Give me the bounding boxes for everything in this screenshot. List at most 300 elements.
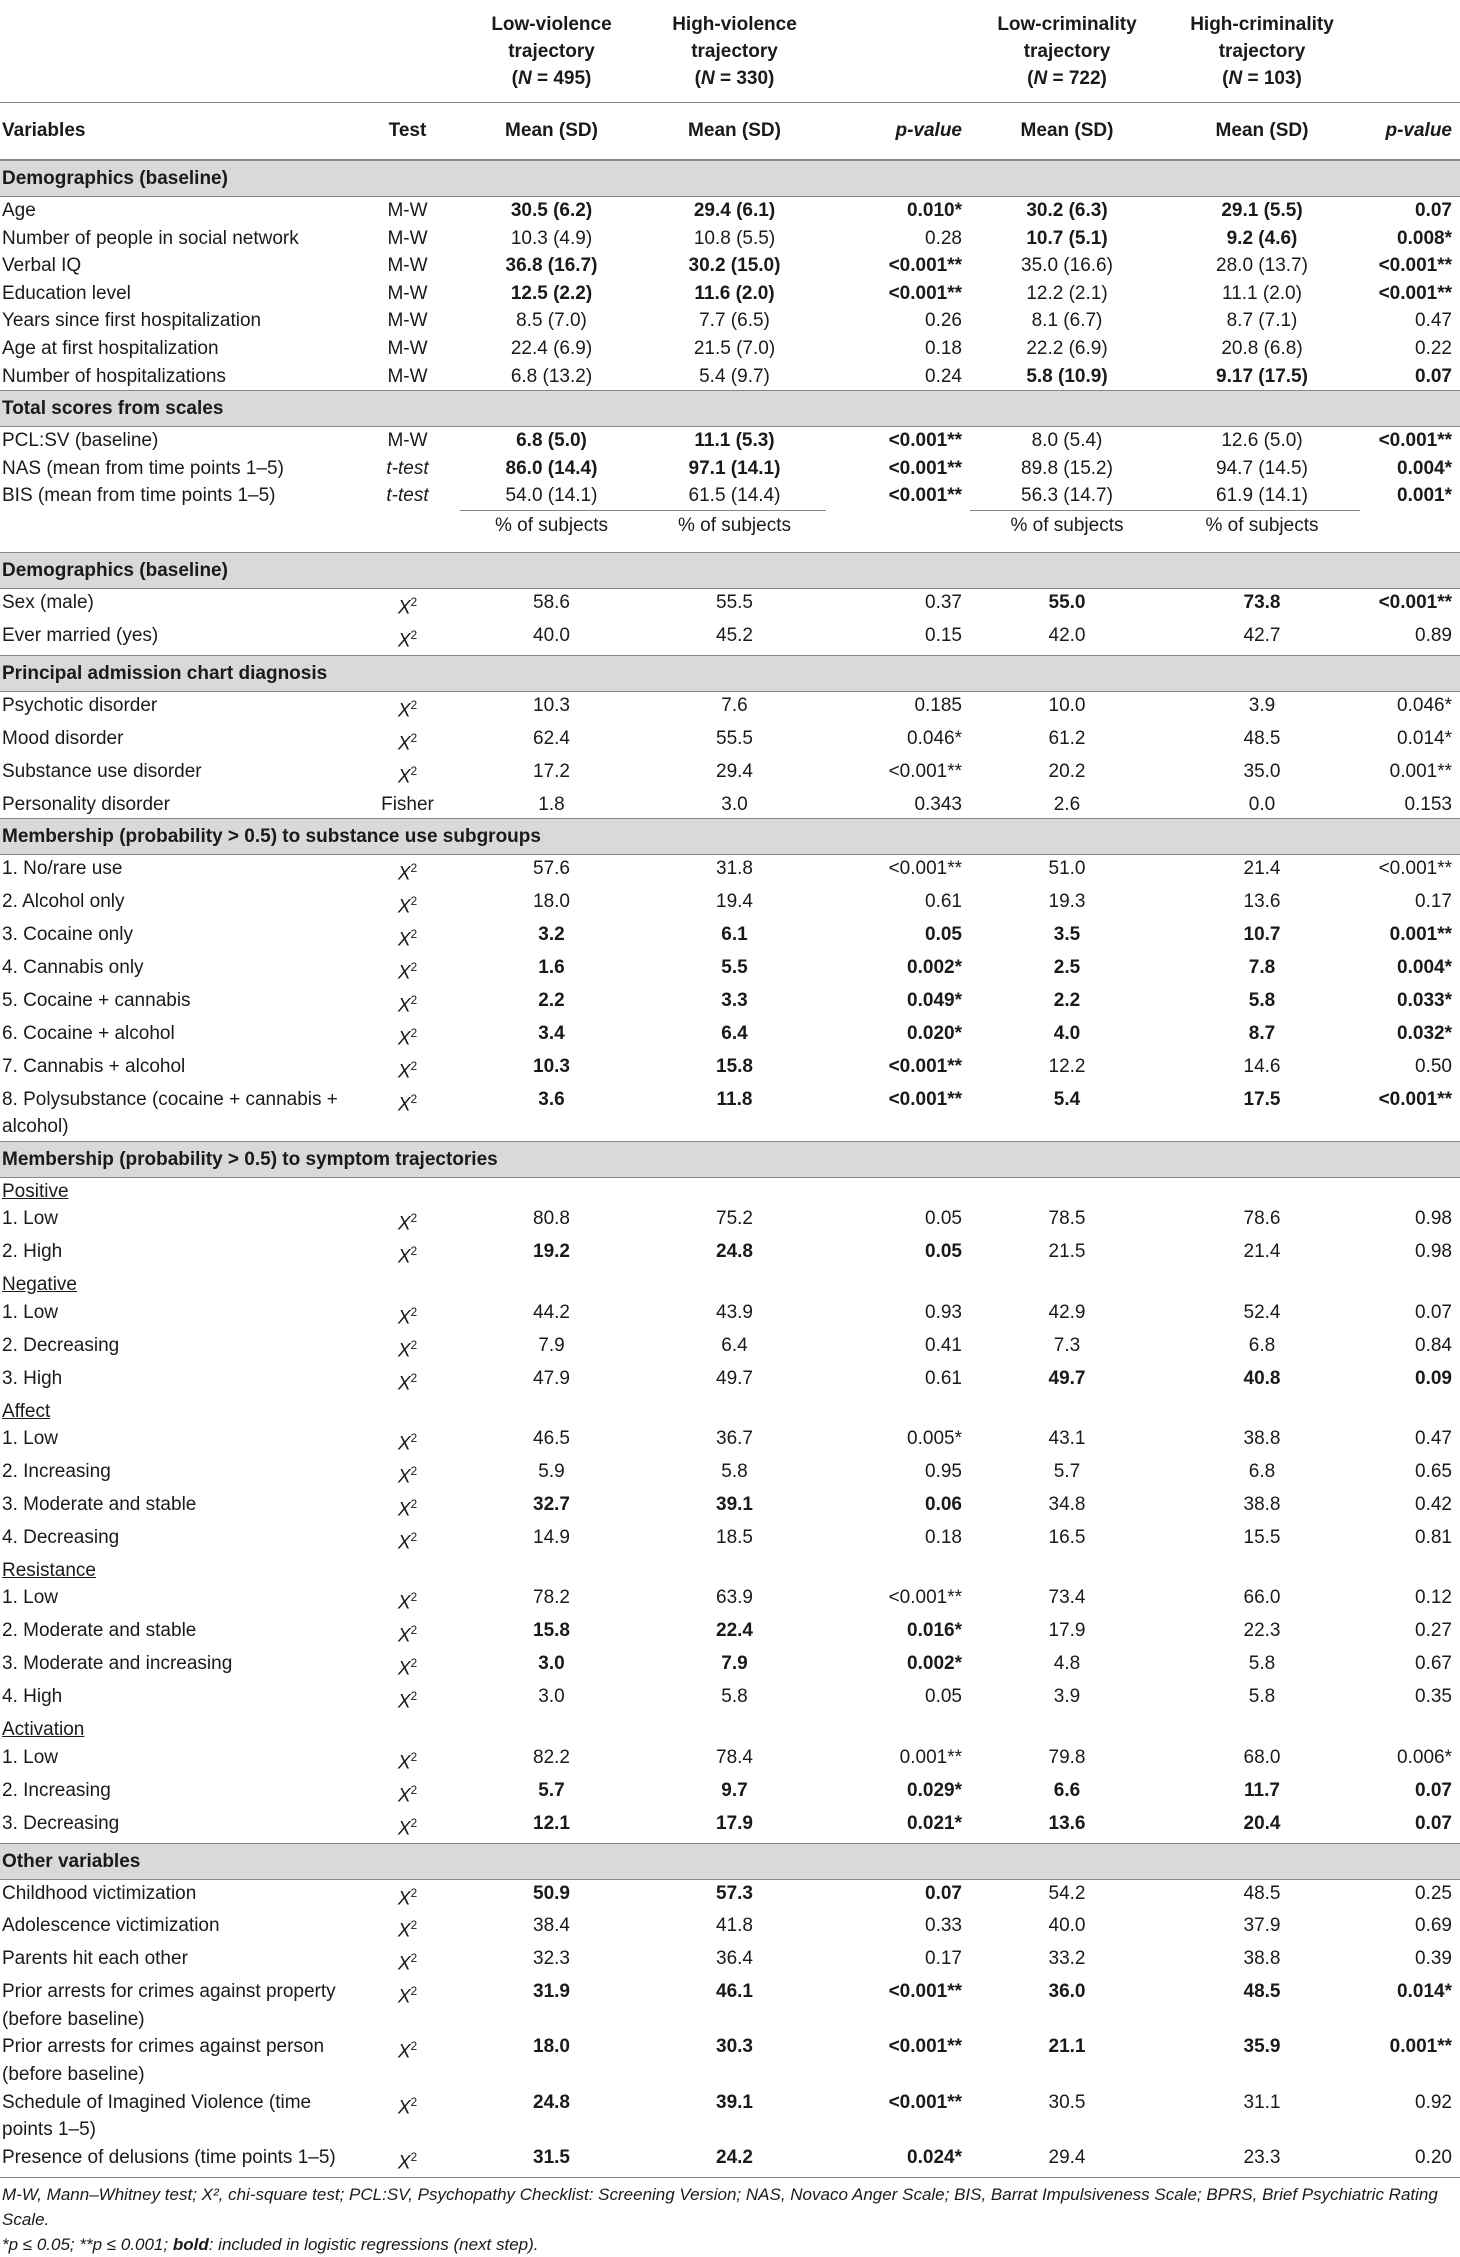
p-value-cell: <0.001** [1378, 1088, 1452, 1110]
value-cell: 52.4 [1243, 1301, 1281, 1323]
test-name: $X^2$ [397, 1984, 418, 2008]
group-header-high-violence: High-violence trajectory (N = 330) [672, 14, 797, 89]
p-value-cell: 0.021* [907, 1812, 962, 1834]
value-cell: 31.9 [533, 1981, 570, 2003]
variable-name: 8. Polysubstance (cocaine + cannabis + alcohol) [2, 1088, 338, 1138]
p-value-cell: 0.07 [1415, 1779, 1452, 1801]
value-cell: 37.9 [1243, 1915, 1281, 1937]
p-value-cell: <0.001** [1378, 282, 1452, 304]
table-row [0, 1332, 1460, 1365]
blank-cell [826, 510, 970, 552]
variable-name: 2. High [2, 1241, 63, 1263]
value-cell: 2.2 [1053, 989, 1081, 1011]
value-cell: 5.8 [721, 1686, 748, 1708]
value-cell: 46.1 [716, 1981, 753, 2003]
p-value-cell: 0.046* [1397, 694, 1452, 716]
col-p-value: p-value [826, 103, 970, 161]
test-name: $X^2$ [397, 1244, 418, 1268]
p-value-cell: 0.07 [1415, 1301, 1452, 1323]
section-title: Membership (probability > 0.5) to substance use subgroups [0, 819, 1460, 855]
table-row [0, 1945, 1460, 1978]
variable-name: Age [2, 200, 36, 221]
p-value-cell: 0.92 [1415, 2091, 1452, 2113]
value-cell: 38.8 [1243, 1494, 1281, 1516]
value-cell: 55.5 [716, 591, 753, 613]
test-name: $X^2$ [397, 1918, 418, 1942]
value-cell: 34.8 [1048, 1494, 1086, 1516]
value-cell: 82.2 [533, 1746, 570, 1768]
p-value-cell: 0.25 [1415, 1882, 1452, 1904]
p-value-cell: 0.07 [925, 1882, 962, 1904]
p-value-cell: <0.001** [1378, 591, 1452, 613]
p-value-cell: <0.001** [888, 485, 962, 507]
value-cell: 21.4 [1243, 858, 1281, 880]
group-header-row [0, 0, 1460, 103]
table-row [0, 2089, 1460, 2144]
p-value-cell: 0.22 [1415, 337, 1452, 359]
col-mean-sd: Mean (SD) [460, 103, 643, 161]
test-name: $X^2$ [397, 2039, 418, 2063]
table-row [0, 758, 1460, 791]
value-cell: 6.8 (5.0) [516, 430, 587, 452]
value-cell: 6.6 [1053, 1779, 1081, 1801]
pct-subjects-label: % of subjects [460, 510, 643, 552]
p-value-cell: 0.15 [925, 624, 962, 646]
table-row [0, 307, 1460, 335]
section-header [0, 552, 1460, 588]
value-cell: 7.9 [538, 1334, 565, 1356]
test-name: $X^2$ [397, 1497, 418, 1521]
blank-header [0, 0, 355, 103]
p-value-cell: 0.032* [1397, 1022, 1452, 1044]
value-cell: 43.1 [1048, 1428, 1086, 1450]
p-value-cell: 0.016* [907, 1620, 962, 1642]
variable-name: 1. Low [2, 1587, 58, 1609]
value-cell: 0.0 [1248, 793, 1276, 815]
p-value-cell: 0.001** [1389, 760, 1452, 782]
value-cell: 89.8 (15.2) [1021, 457, 1113, 479]
variable-name: 3. High [2, 1367, 63, 1389]
value-cell: 14.6 [1243, 1055, 1281, 1077]
p-value-cell: 0.26 [925, 310, 962, 332]
test-name: $X^2$ [397, 926, 418, 951]
value-cell: 21.4 [1243, 1241, 1281, 1263]
section-title: Total scores from scales [0, 391, 1460, 427]
p-value-cell: 0.010* [907, 200, 962, 221]
variable-name: Prior arrests for crimes against person (before baseline) [2, 2036, 325, 2086]
variable-name: Mood disorder [2, 727, 124, 749]
value-cell: 18.5 [716, 1526, 753, 1548]
value-cell: 5.8 (10.9) [1026, 365, 1108, 387]
variable-name: Prior arrests for crimes against property (before baseline) [2, 1981, 336, 2030]
section-title: Membership (probability > 0.5) to symptom trajectories [0, 1141, 1460, 1177]
table-row [0, 197, 1460, 225]
value-cell: 19.2 [533, 1241, 570, 1263]
p-value-cell: 0.001** [1389, 2036, 1452, 2058]
table-row [0, 725, 1460, 758]
section-header [0, 655, 1460, 691]
value-cell: 20.8 (6.8) [1221, 337, 1303, 359]
test-name: $X^2$ [397, 1689, 418, 1713]
value-cell: 19.3 [1048, 891, 1086, 913]
p-value-cell: <0.001** [888, 858, 962, 880]
section-header [0, 160, 1460, 197]
test-name: $X^2$ [397, 959, 418, 984]
p-value-cell: 0.47 [1415, 310, 1452, 332]
p-value-cell: 0.61 [925, 891, 962, 913]
value-cell: 63.9 [716, 1587, 753, 1609]
footnote-abbreviations: M-W, Mann–Whitney test; X², chi-square test; PCL:SV, Psychopathy Checklist: Screening Version; NAS, Novaco Anger Scale; BIS, Barrat Impulsiveness Scale; BPRS, Brief Psychiatric Rating Scale. [0, 2177, 1460, 2232]
test-name: $X^2$ [397, 730, 418, 755]
p-value-cell: 0.09 [1415, 1367, 1452, 1389]
subgroup-label: Positive [2, 1180, 69, 1202]
value-cell: 36.7 [716, 1428, 753, 1450]
value-cell: 14.9 [533, 1526, 570, 1548]
p-value-cell: 0.81 [1415, 1526, 1452, 1548]
value-cell: 6.1 [721, 923, 748, 945]
value-cell: 86.0 (14.4) [505, 457, 598, 479]
value-cell: 30.3 [716, 2036, 753, 2058]
value-cell: 21.1 [1048, 2036, 1086, 2058]
variable-name: 7. Cannabis + alcohol [2, 1055, 186, 1077]
test-name: $X^2$ [397, 1370, 418, 1394]
p-value-cell: 0.39 [1415, 1948, 1452, 1970]
p-value-cell: 0.24 [925, 365, 962, 387]
value-cell: 28.0 (13.7) [1216, 255, 1308, 277]
value-cell: 42.0 [1048, 624, 1086, 646]
value-cell: 68.0 [1243, 1746, 1281, 1768]
value-cell: 18.0 [533, 891, 570, 913]
col-test: Test [355, 103, 460, 161]
value-cell: 35.0 (16.6) [1021, 255, 1113, 277]
value-cell: 1.6 [538, 956, 565, 978]
test-name: $X^2$ [397, 1885, 418, 1909]
value-cell: 19.4 [716, 891, 753, 913]
variable-name: 2. Moderate and stable [2, 1620, 197, 1642]
p-value-cell: 0.17 [925, 1948, 962, 1970]
col-mean-sd: Mean (SD) [970, 103, 1164, 161]
p-value-cell: <0.001** [888, 2091, 962, 2113]
value-cell: 8.7 [1248, 1022, 1276, 1044]
table-row [0, 482, 1460, 510]
value-cell: 5.7 [1053, 1461, 1081, 1483]
test-name: $X^2$ [397, 1337, 418, 1362]
p-value-cell: 0.020* [907, 1022, 962, 1044]
value-cell: 8.7 (7.1) [1226, 310, 1298, 332]
variable-name: Education level [2, 282, 131, 304]
value-cell: 10.3 [533, 1055, 570, 1077]
value-cell: 9.2 (4.6) [1226, 227, 1298, 249]
value-cell: 3.9 [1053, 1686, 1081, 1708]
variable-name: Substance use disorder [2, 760, 202, 782]
value-cell: 22.4 (6.9) [510, 337, 593, 359]
p-value-cell: 0.008* [1397, 227, 1452, 249]
p-value-cell: 0.67 [1415, 1653, 1452, 1675]
value-cell: 10.3 (4.9) [510, 227, 593, 249]
value-cell: 4.8 [1053, 1653, 1081, 1675]
test-name: $X^2$ [397, 861, 418, 885]
subgroup-row [0, 1271, 1460, 1299]
p-value-cell: <0.001** [888, 760, 962, 782]
value-cell: 42.9 [1048, 1301, 1086, 1323]
p-value-cell: <0.001** [1378, 858, 1452, 880]
variable-name: 3. Moderate and stable [2, 1494, 197, 1516]
value-cell: 15.8 [533, 1620, 570, 1642]
variable-name: 1. Low [2, 1428, 58, 1450]
value-cell: 3.9 [1248, 694, 1276, 716]
p-value-cell: 0.33 [925, 1915, 962, 1937]
p-value-cell: 0.001** [899, 1746, 962, 1768]
p-value-cell: 0.001** [1389, 923, 1452, 945]
value-cell: 24.8 [533, 2091, 570, 2113]
value-cell: 5.9 [538, 1461, 565, 1483]
value-cell: 12.2 (2.1) [1026, 282, 1108, 304]
footnote-significance: *p ≤ 0.05; **p ≤ 0.001; bold: included in logistic regressions (next step). [2, 2234, 539, 2254]
p-value-cell: 0.65 [1415, 1461, 1452, 1483]
p-value-cell: 0.42 [1415, 1494, 1452, 1516]
value-cell: 41.8 [716, 1915, 753, 1937]
p-value-cell: 0.18 [925, 337, 962, 359]
value-cell: 13.6 [1243, 891, 1281, 913]
variable-name: Number of people in social network [2, 227, 299, 249]
value-cell: 17.9 [1048, 1620, 1086, 1642]
table-row [0, 954, 1460, 987]
value-cell: 13.6 [1048, 1812, 1086, 1834]
value-cell: 29.4 (6.1) [693, 200, 776, 221]
p-value-cell: 0.002* [907, 956, 962, 978]
value-cell: 11.1 (2.0) [1222, 282, 1302, 304]
value-cell: 55.5 [716, 727, 753, 749]
value-cell: 3.3 [721, 989, 748, 1011]
test-name: $X^2$ [397, 627, 418, 652]
value-cell: 29.1 (5.5) [1221, 200, 1303, 221]
p-value-cell: 0.93 [925, 1301, 962, 1323]
test-name: $X^2$ [397, 894, 418, 918]
value-cell: 31.1 [1243, 2091, 1281, 2113]
col-variables: Variables [0, 103, 355, 161]
value-cell: 22.2 (6.9) [1026, 337, 1108, 359]
blank-cell [355, 510, 460, 552]
variable-name: 1. Low [2, 1208, 58, 1230]
table-row [0, 1425, 1460, 1458]
section-header [0, 819, 1460, 855]
column-header-row [0, 103, 1460, 161]
p-value-cell: 0.185 [914, 694, 962, 716]
test-name: $X^2$ [397, 992, 418, 1017]
test-name: M-W [387, 200, 428, 221]
variable-name: BIS (mean from time points 1–5) [2, 485, 276, 507]
test-name: t-test [386, 457, 429, 479]
test-name: $X^2$ [397, 1529, 418, 1554]
value-cell: 75.2 [716, 1208, 753, 1230]
value-cell: 61.5 (14.4) [688, 485, 781, 507]
value-cell: 12.1 [533, 1812, 570, 1834]
p-value-cell: 0.17 [1415, 891, 1452, 913]
subgroup-label: Activation [2, 1719, 85, 1741]
p-value-cell: <0.001** [888, 457, 962, 479]
table-row [0, 1584, 1460, 1617]
table-row [0, 1777, 1460, 1810]
subgroup-row [0, 1177, 1460, 1205]
value-cell: 7.8 [1248, 956, 1276, 978]
value-cell: 12.6 (5.0) [1221, 430, 1303, 452]
value-cell: 11.1 (5.3) [694, 430, 775, 452]
p-value-cell: 0.06 [925, 1494, 962, 1516]
value-cell: 29.4 [1048, 2146, 1086, 2168]
p-value-cell: 0.05 [925, 923, 962, 945]
value-cell: 97.1 (14.1) [688, 457, 781, 479]
variable-name: 3. Decreasing [2, 1812, 120, 1834]
p-value-cell: 0.004* [1397, 956, 1452, 978]
p-value-cell: <0.001** [1378, 255, 1452, 277]
test-name: $X^2$ [397, 1623, 418, 1647]
table-row [0, 855, 1460, 888]
variable-name: 6. Cocaine + alcohol [2, 1022, 175, 1044]
value-cell: 2.2 [538, 989, 565, 1011]
p-value-cell: 0.002* [907, 1653, 962, 1675]
blank-cell [0, 510, 355, 552]
value-cell: 43.9 [716, 1301, 753, 1323]
value-cell: 49.7 [1048, 1367, 1086, 1389]
subgroup-row [0, 1398, 1460, 1426]
pct-subjects-label: % of subjects [643, 510, 826, 552]
value-cell: 15.8 [716, 1055, 753, 1077]
value-cell: 10.3 [533, 694, 570, 716]
value-cell: 35.9 [1243, 2036, 1281, 2058]
variable-name: Sex (male) [2, 591, 94, 613]
value-cell: 45.2 [716, 624, 753, 646]
p-value-cell: 0.004* [1397, 457, 1452, 479]
value-cell: 55.0 [1048, 591, 1086, 613]
test-name: Fisher [381, 793, 434, 815]
value-cell: 29.4 [716, 760, 753, 782]
p-value-cell: 0.27 [1415, 1620, 1452, 1642]
p-value-cell: 0.05 [925, 1208, 962, 1230]
test-name: $X^2$ [397, 1749, 418, 1774]
value-cell: 18.0 [533, 2036, 570, 2058]
section-title: Demographics (baseline) [0, 552, 1460, 588]
value-cell: 46.5 [533, 1428, 570, 1450]
test-name: $X^2$ [397, 594, 418, 619]
variable-name: Presence of delusions (time points 1–5) [2, 2146, 336, 2168]
value-cell: 32.7 [533, 1494, 570, 1516]
test-name: $X^2$ [397, 1782, 418, 1806]
test-name: $X^2$ [397, 1951, 418, 1975]
value-cell: 36.8 (16.7) [505, 255, 598, 277]
table-row [0, 252, 1460, 280]
table-row [0, 1458, 1460, 1491]
table-row [0, 1744, 1460, 1777]
test-name: $X^2$ [397, 1590, 418, 1614]
value-cell: 12.5 (2.2) [510, 282, 593, 304]
variable-name: Psychotic disorder [2, 694, 158, 716]
value-cell: 10.7 [1243, 923, 1281, 945]
p-value-cell: <0.001** [888, 430, 962, 452]
group-header-low-violence: Low-violence trajectory (N = 495) [491, 14, 612, 89]
table-row [0, 1053, 1460, 1086]
p-value-cell: 0.05 [925, 1241, 962, 1263]
p-value-cell: 0.05 [925, 1686, 962, 1708]
p-value-cell: <0.001** [888, 1587, 962, 1609]
p-value-cell: 0.001* [1397, 485, 1452, 507]
table-row [0, 791, 1460, 819]
variable-name: PCL:SV (baseline) [2, 430, 159, 452]
variable-name: 3. Cocaine only [2, 923, 133, 945]
table-row [0, 1205, 1460, 1238]
p-value-cell: 0.98 [1415, 1241, 1452, 1263]
variable-name: NAS (mean from time points 1–5) [2, 457, 284, 479]
value-cell: 36.4 [716, 1948, 753, 1970]
p-value-cell: 0.014* [1397, 727, 1452, 749]
value-cell: 17.2 [533, 760, 570, 782]
p-value-cell: 0.029* [907, 1779, 962, 1801]
section-header [0, 1843, 1460, 1879]
p-value-cell: 0.033* [1397, 989, 1452, 1011]
value-cell: 20.4 [1243, 1812, 1281, 1834]
value-cell: 8.5 (7.0) [516, 310, 587, 332]
test-name: $X^2$ [397, 763, 418, 787]
table-row [0, 1879, 1460, 1912]
value-cell: 61.2 [1048, 727, 1086, 749]
subgroup-row [0, 1557, 1460, 1585]
value-cell: 6.4 [721, 1022, 748, 1044]
value-cell: 20.2 [1048, 760, 1086, 782]
test-name: $X^2$ [397, 1431, 418, 1455]
variable-name: 1. Low [2, 1301, 58, 1323]
p-value-cell: 0.37 [925, 591, 962, 613]
p-value-cell: 0.84 [1415, 1334, 1452, 1356]
value-cell: 7.3 [1053, 1334, 1081, 1356]
value-cell: 8.0 (5.4) [1031, 430, 1103, 452]
value-cell: 6.4 [721, 1334, 748, 1356]
value-cell: 3.0 [721, 793, 748, 815]
value-cell: 21.5 (7.0) [693, 337, 776, 359]
value-cell: 3.2 [538, 923, 565, 945]
value-cell: 39.1 [716, 2091, 753, 2113]
variable-name: Childhood victimization [2, 1882, 197, 1904]
value-cell: 73.4 [1048, 1587, 1086, 1609]
value-cell: 3.0 [538, 1653, 565, 1675]
table-row [0, 1238, 1460, 1271]
p-value-cell: 0.046* [907, 727, 962, 749]
p-value-cell: 0.50 [1415, 1055, 1452, 1077]
variable-name: Schedule of Imagined Violence (time points 1–5) [2, 2091, 312, 2141]
value-cell: 38.8 [1243, 1428, 1281, 1450]
table-row [0, 1650, 1460, 1683]
value-cell: 5.8 [1248, 1653, 1276, 1675]
table-row [0, 1086, 1460, 1142]
subgroup-label: Negative [2, 1274, 77, 1296]
value-cell: 7.9 [721, 1653, 748, 1675]
value-cell: 73.8 [1243, 591, 1281, 613]
value-cell: 78.4 [716, 1746, 753, 1768]
section-header [0, 391, 1460, 427]
value-cell: 47.9 [533, 1367, 570, 1389]
value-cell: 23.3 [1243, 2146, 1281, 2168]
value-cell: 31.5 [533, 2146, 570, 2168]
table-row [0, 1617, 1460, 1650]
value-cell: 5.8 [721, 1461, 748, 1483]
value-cell: 10.0 [1048, 694, 1086, 716]
value-cell: 5.7 [538, 1779, 565, 1801]
variable-name: 4. High [2, 1686, 63, 1708]
table-row [0, 1020, 1460, 1053]
value-cell: 5.8 [1248, 989, 1276, 1011]
p-value-cell: 0.41 [925, 1334, 962, 1356]
value-cell: 4.0 [1053, 1022, 1081, 1044]
p-value-cell: 0.07 [1415, 365, 1452, 387]
group-header-low-criminality: Low-criminality trajectory (N = 722) [997, 14, 1137, 89]
